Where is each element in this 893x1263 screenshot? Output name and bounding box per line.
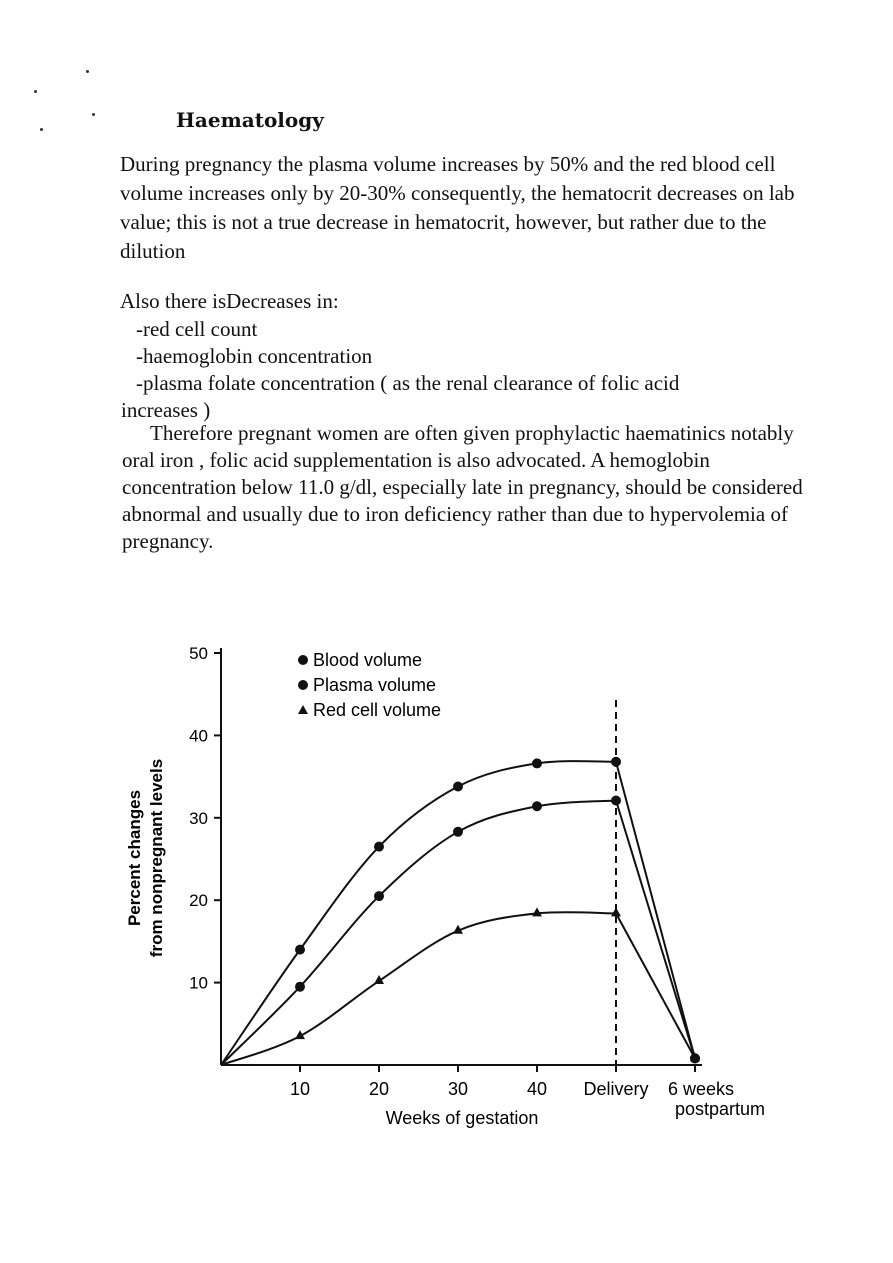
x-tick-label: 40 bbox=[526, 1079, 548, 1099]
legend-entry: Blood volume bbox=[313, 650, 423, 670]
x-tick-label: 10 bbox=[289, 1079, 311, 1099]
decreases-list bbox=[136, 316, 679, 397]
data-point-plasma-volume bbox=[532, 801, 542, 811]
chart-axes bbox=[221, 648, 702, 1065]
chart-legend bbox=[298, 650, 441, 720]
legend-marker-red-cell-volume bbox=[298, 705, 308, 714]
paragraph-haematinics: Therefore pregnant women are often given prophylactic haematinics notably oral iron , folic acid supplementation is also advocated. A hemoglobin concentration below 11.0 g/dl, especially late in pregnancy, should be considered abnormal and usually due to iron deficiency rather than due to hypervolemia of pregnancy. bbox=[122, 421, 803, 553]
series-line-blood-volume bbox=[221, 761, 695, 1065]
x-tick-label: 20 bbox=[368, 1079, 390, 1099]
data-point-plasma-volume bbox=[374, 891, 384, 901]
data-point-blood-volume bbox=[453, 781, 463, 791]
x-tick-label: 6 weeks bbox=[667, 1079, 735, 1099]
y-tick-label: 10 bbox=[189, 973, 208, 993]
data-point-blood-volume bbox=[611, 757, 621, 767]
y-axis-label: from nonpregnant levels bbox=[147, 758, 166, 958]
data-point-plasma-volume bbox=[453, 827, 463, 837]
legend-marker-plasma-volume bbox=[298, 680, 308, 690]
x-tick-sublabel: postpartum bbox=[674, 1099, 766, 1119]
scan-speck bbox=[34, 90, 37, 93]
data-point-red-cell-volume bbox=[532, 907, 542, 916]
data-point-plasma-volume bbox=[295, 982, 305, 992]
data-point-plasma-volume bbox=[611, 795, 621, 805]
x-ticks bbox=[290, 1065, 734, 1099]
x-tick-label: Delivery bbox=[583, 1079, 649, 1099]
data-point-blood-volume bbox=[532, 758, 542, 768]
paragraph-plasma-volume: During pregnancy the plasma volume increases by 50% and the red blood cell volume increases only by 20-30% consequently, the hematocrit decreases on lab value; this is not a true decrease in hematocrit, however, but rather due to the dilution bbox=[120, 152, 795, 263]
legend-entry: Red cell volume bbox=[313, 700, 442, 720]
y-ticks bbox=[189, 644, 221, 993]
blood-volume-chart bbox=[0, 600, 893, 1200]
chart-series bbox=[221, 757, 700, 1065]
list-item: -haemoglobin concentration bbox=[136, 344, 373, 368]
y-tick-label: 20 bbox=[189, 891, 208, 911]
list-item: -red cell count bbox=[136, 317, 258, 341]
y-tick-label: 30 bbox=[189, 808, 208, 828]
section-heading: Haematology bbox=[176, 108, 324, 132]
y-tick-label: 50 bbox=[189, 644, 208, 663]
y-tick-label: 40 bbox=[189, 726, 208, 746]
scan-speck bbox=[40, 128, 43, 131]
data-point-blood-volume bbox=[374, 842, 384, 852]
list-item-continuation: increases ) bbox=[121, 398, 211, 422]
data-point-blood-volume bbox=[295, 945, 305, 955]
legend-entry: Plasma volume bbox=[313, 675, 437, 695]
legend-marker-blood-volume bbox=[298, 655, 308, 665]
series-line-red-cell-volume bbox=[221, 912, 695, 1065]
x-axis-label: Weeks of gestation bbox=[385, 1108, 539, 1128]
data-point-red-cell-volume bbox=[611, 907, 621, 916]
list-item: -plasma folate concentration ( as the renal clearance of folic acid bbox=[136, 371, 680, 395]
x-tick-label: 30 bbox=[447, 1079, 469, 1099]
decreases-intro: Also there isDecreases in: bbox=[120, 289, 339, 313]
scan-speck bbox=[86, 70, 89, 73]
scan-speck bbox=[92, 113, 95, 116]
y-axis-label: Percent changes bbox=[125, 789, 144, 927]
